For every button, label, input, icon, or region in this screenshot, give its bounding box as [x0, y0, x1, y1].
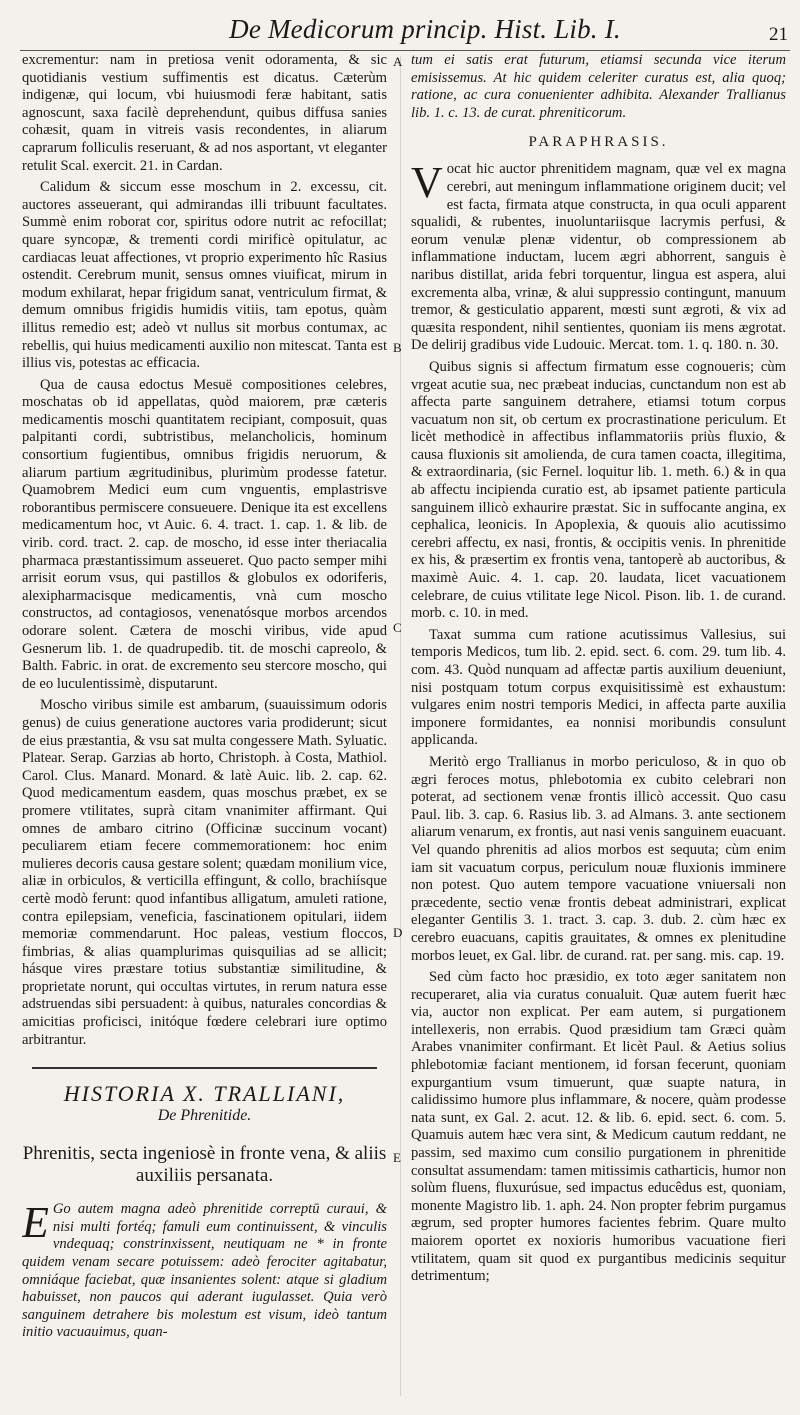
case-text: Go autem magna adeò phrenitide correptū curaui, & nisi multi fortéq; famuli eum continuissent, & vinculis vndequaq; constrinxissent, neutiquam ne * in fronte quidem venam secare potuissem: adeò ferociter agitabatur, omniáque faciebat, quæ insanientes solent: atque si gladium habuisset, non paucos qui aderant iugulasset. Quia verò sanguinem detrahere bis molestum est visum, ideò tantum initio vacuauimus, quan-	[22, 1201, 387, 1341]
left-paragraph: Moscho viribus simile est ambarum, (suauissimum odoris genus) de cuius generatione auctores varia prodiderunt; sicut de eius præstantia, & vsu sat multa congessere Math. Syluatic. Platear. Serap. Garzias ab horto, Christoph. à Costa, Mathiol. Carol. Clus. Manard. Monard. & latè Auic. lib. 2. cap. 62. Quod medicamentum easdem, quas moschus præbet, ex se promere vtilitates, suprà citam vnanimiter affirmant. Qui omnes de ambaro citrino (Officinæ succinum vocant) peculiarem etiam fecere commemorationem: hoc enim mulieres decoris causa gestare solent; quædam monilium vice, aliæ in orbiculos, & verticilla effingunt, & collo, brachiísque certè modò ferunt: quod infantibus alligatum, amuleti ratione, contra epilepsiam, veneficia, fascinationem opitulari, iidem memoriæ commendarunt. Hoc paleas, vestium floccos, fimbrias, & alias quamplurimas quisquilias ad se allicit; hásque vires præstare totius substantiæ similitudine, & proprietate norunt, qui occultas virtutes, in rerum natura esse adstruendas sibi persuadent: à quibus, naturales concordias & amicitias proficisci, initóque fœdere celebrari iure optimo arbitrantur.	[22, 697, 387, 1048]
drop-cap-letter: E	[22, 1198, 49, 1248]
drop-cap-letter: V	[411, 158, 443, 208]
case-rubric: Phrenitis, secta ingeniosè in fronte vena, & aliis auxiliis persanata.	[22, 1143, 387, 1187]
right-paragraph: Meritò ergo Trallianus in morbo periculoso, & in quo ob ægri feroces motus, phlebotomia ex cubito celebrari non poterat, ad sectionem venæ frontis illicò accessit. Quo casu Paul. lib. 3. cap. 6. Rasius lib. 3. ad Almans. 3. ante sectionem aliarum venarum, ex frontis, aut nasi venis sanguinem euacuant. Vel quando phrenitis ad alios morbos est sequuta; cùm enim iam sit vacuatum corpus, periculum nouæ fluxionis imminere non potest. Quo autem tempore vacuatione vniuersali non præcedente, sectio venæ frontis debeat administrari, explicat eleganter Gentilis 3. 1. tract. 3. cap. 3. dub. 2. cùm hæc ex cerebro euacuans, capitis grauitates, & omnes ex plenitudine morbos leuet, ex Gal. libr. de curand. rat. per sang. mis. cap. 19.	[411, 753, 786, 964]
margin-letter-a: A	[393, 54, 403, 69]
right-paragraph: Sed cùm facto hoc præsidio, ex toto æger sanitatem non recuperaret, alia via curatus conualuit. Quæ autem fuerit hæc via, auctor non explicat. Per eam autem, si purgationem intellexeris, non errabis. Quod præsidium tam Græci quàm Arabes vnanimiter confirmant. Et licèt Paul. & Aetius solius phlebotomiæ faciant mentionem, id forsan fecerunt, quoniam expurgantium vsum timuerunt, quæ suapte natura, in calidissimo humore plus inflammare, & nocere, quàm prodesse nata sunt, ex Gal. 2. acut. 12. & lib. 6. epid. sect. 6. com. 5. Quamuis autem hæc vera sint, & Medicum cautum reddant, ne passim, sed maximo cum consilio purgationem in phrenitide consultat assumendam: tamen mitissimis catharticis, humor non solùm fluens, fluxurúsue, sed impactus educêdus est, quoniam, monente Magistro lib. 1. aph. 24. Non propter febrim purgamus ægrum, sed propter humores facientes febrim. Quare multo maiorem oportet ex noxioris humoribus vacuatione fieri vtilitatem, quam sit quod ex purgantibus medicinis sequitur detrimentum;	[411, 969, 786, 1285]
history-title: HISTORIA X. TRALLIANI,	[63, 1081, 346, 1107]
left-paragraph: excrementur: nam in pretiosa venit odoramenta, & sic quotidianis vestium suffimentis est dicatus. Cæterùm indigenæ, qui locum, vbi huiusmodi feræ habitant, satis agnoscunt, saxa facilè deprehendunt, quibus diffusa sanies cohæsit, quam in vitreis vasis recondentes, in aliarum caprarum folliculis reseruant, & ad nos asportant, vt eleganter retulit Scal. exercit. 21. in Cardan.	[22, 52, 387, 174]
column-gutter	[400, 56, 401, 1396]
header-rule	[20, 50, 790, 51]
section-divider	[32, 1067, 377, 1069]
right-column	[411, 52, 786, 1407]
left-paragraph: Calidum & siccum esse moschum in 2. excessu, cit. auctores asseuerant, qui admirandas illi tribuunt facultates. Summè enim roborat cor, spiritus odore nutrit ac refocillat; quare syncopæ, & trementi cordi mirificè opitulatur, ac cardiacas leuat affectiones, vt proprio experimento hîc Rasius ostendit. Cerebrum munit, sensus omnes viuificat, mirum in modum exhilarat, hepar frigidum sanat, ventriculum firmat, & demum omnibus frigidis humidis vitiis, tam epotus, quàm illitus remedio est; adeò vt nullus sit morbus contumax, ac rebellis, qui huius medicamenti auxilio non mitescat. Tanta est illius vis, potestas ac efficacia.	[22, 179, 387, 372]
case-continuation: tum ei satis erat futurum, etiamsi secunda vice iterum emisissemus. At hic quidem celeriter curatus est, alia quoq; ratione, ac cura conuenienter adhibita. Alexander Trallianus lib. 1. c. 13. de curat. phreniticorum.	[411, 52, 786, 121]
case-text-block	[22, 1198, 387, 1342]
left-paragraph: Qua de causa edoctus Mesuë compositiones celebres, moschatas ob id appellatas, quòd maiorem, præ cæteris medicamentis moschi quantitatem recipiant, composuit, quas palpitanti cordi, subtristibus, melancholicis, hominum consortium fugientibus, omnibus frigidis neruorum, & aliarum partium ægritudinibus, plurimùm prodesse fatetur. Quamobrem Medici eum cum vnguentis, emplastrisve roborantibus permiscere consueuere. Denique ita est excellens medicamentum hoc, vt Auic. 6. 4. tract. 1. cap. 1. & lib. de virib. cord. tract. 2. cap. de moscho, id esse inter theriacalia pharmaca præstantissimum asseueret. Quo pacto semper mihi arrisit eorum vsus, qui pastillos & globulos ex odoriferis, alexipharmacisque medicamentis, vnà cum moscho constructos, ad contagiosos, venenatósque morbos arcendos odorare solent. Cætera de moschi viribus, vide apud Gesnerum lib. 1. de quadrupedib. tit. de moschi capreolo, & Balth. Fabric. in orat. de excremento seu stercore moscho, qui de eo luculentissimè, disputarunt.	[22, 376, 387, 692]
margin-letter-d: D	[393, 925, 403, 940]
right-paragraph: ocat hic auctor phrenitidem magnam, quæ vel ex magna cerebri, aut meningum inflammatione originem ducit; vel est facta, firmata atque constructa, in qua oculi apparent squalidi, & rubentes, inuoluntariisque lacrymis perfusi, & eorum venulæ plenæ videntur, ob compressionem ab inflammatione inductam, lucem ægri abhorrent, sanguis è naribus distillat, arida febri torquentur, lingua est aspera, alui excrementa alba, vrinæ, & alui suppressio contingunt, manuum tremor, & gesticulatio apparent, mœsti sunt ægroti, & vix ad quæsita respondent, nihil sentientes, quoniam iis mens ægrotat. De delirij gradibus vide Ludouic. Mercat. tom. 1. q. 180. n. 30.	[411, 161, 786, 354]
page-number: 21	[769, 24, 788, 45]
paraphrasis-first-block	[411, 158, 786, 355]
left-column	[22, 52, 387, 1407]
right-paragraph: Quibus signis si affectum firmatum esse cognoueris; cùm vrgeat acutie sua, nec præbeat inducias, cunctandum non est ab affecta parte sanguinem detrahere, etiamsi totum corpus vacuatum non sit, ob certum ex procrastinatione periculum. Et licèt methodicè in affectibus inflammatoriis priùs fluxio, & causa fluxionis sit amolienda, de cura tamen coacta, illegitima, & extraordinaria, (sic Fernel. loquitur lib. 1. meth. 6.) & in qua ab affectu incipienda curatio est, ab ipsamet patiente particula sanguinem illicò exhaurire præstat. Sic in suffocante angina, ex cephalica, leonicis. In Apoplexia, & quouis alio acutissimo cerebri affectu, ex nasi, frontis, & occipitis venis. In phrenitide ex his, & præsertim ex frontis vena, tantoperè ab auctoribus, & maximè Auic. 4. 1. cap. 20. laudata, licet vacuationem celebrare, de cuius vtilitate lege Nicol. Pison. lib. 1. de curand. morb. c. 10. in med.	[411, 358, 786, 622]
margin-letter-e: E	[393, 1150, 401, 1165]
history-subtitle: De Phrenitide.	[157, 1107, 252, 1125]
paraphrasis-heading: PARAPHRASIS.	[528, 134, 669, 151]
right-paragraph: Taxat summa cum ratione acutissimus Vallesius, sui temporis Medicos, tum lib. 2. epid. sect. 6. com. 29. tum lib. 4. com. 43. Quòd nunquam ad affectæ partis auxilium deueniunt, nisi postquam totum corpus exquisitissimè est exhaustum: vulgares enim nostri temporis Medici, in affecta parte auxilia imponere formidantes, ea nonnisi moribundis consulunt applicanda.	[411, 626, 786, 749]
margin-letter-b: B	[393, 340, 402, 355]
running-head: De Medicorum princip. Hist. Lib. I.	[229, 14, 621, 44]
margin-letter-c: C	[393, 620, 402, 635]
